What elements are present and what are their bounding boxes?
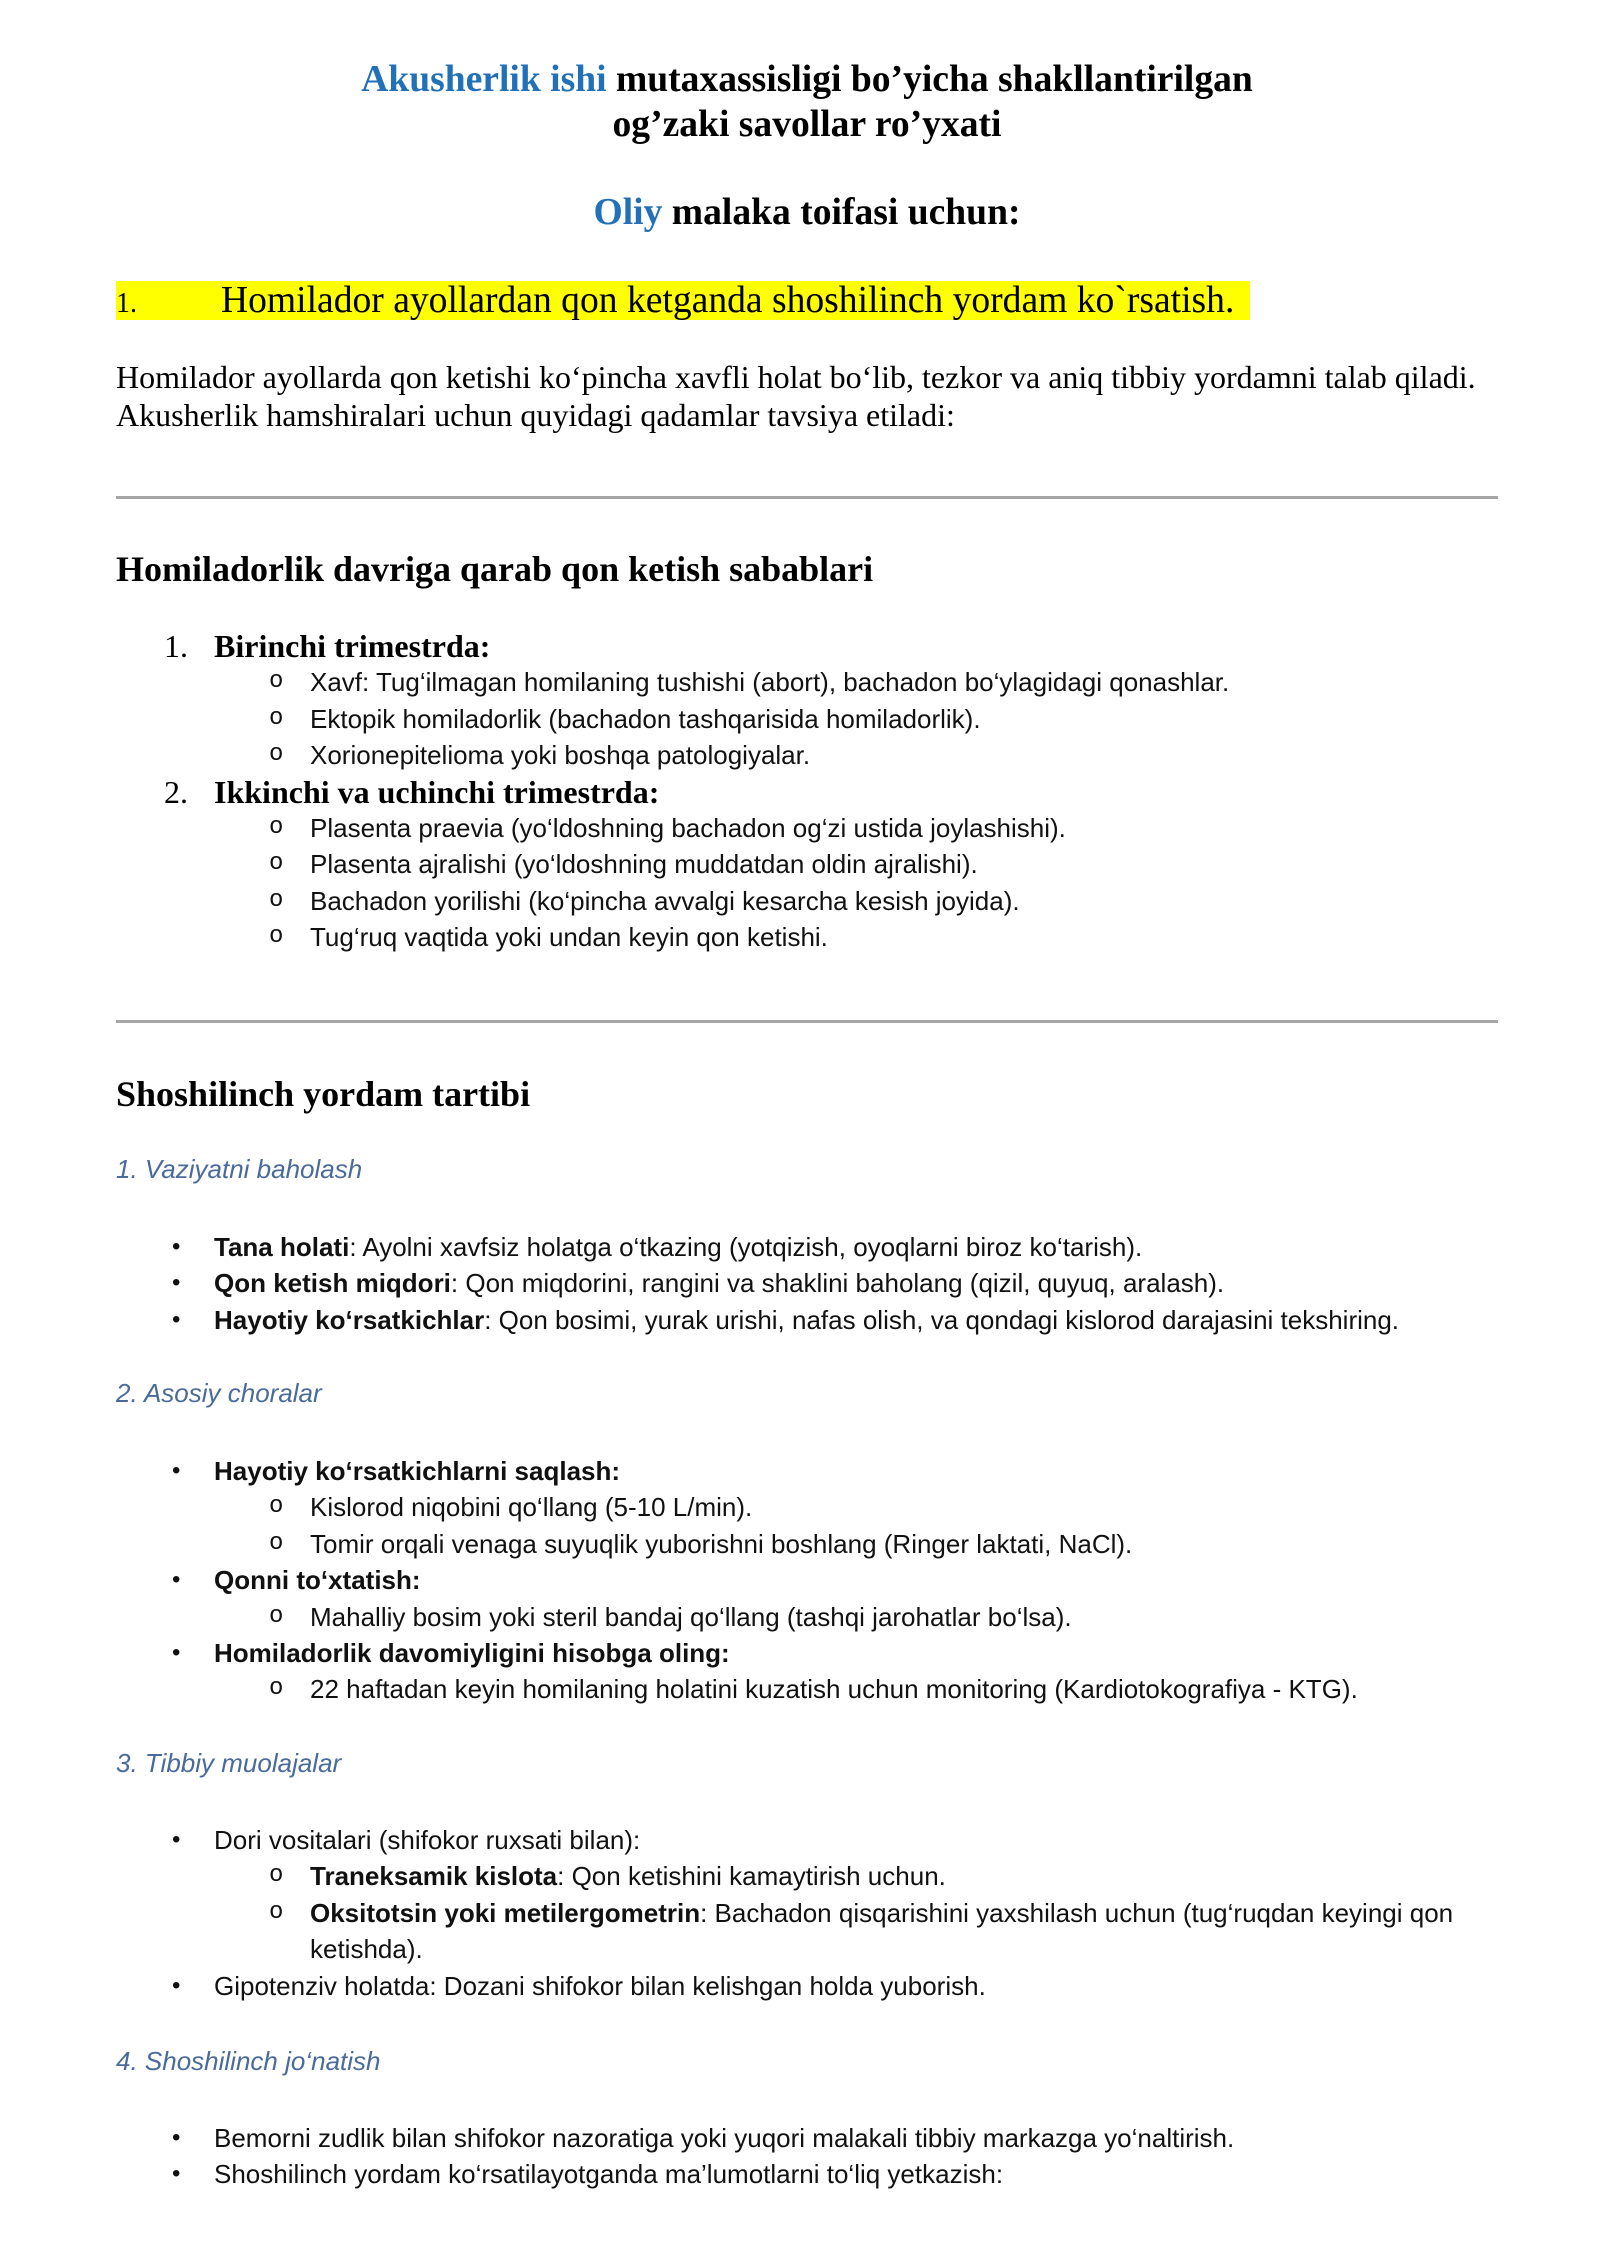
item-label: Tana holati (214, 1232, 350, 1262)
item-label: Qon ketish miqdori (214, 1268, 451, 1299)
bullet: • (172, 1638, 181, 1666)
causes-heading: Homiladorlik davriga qarab qon ketish sabablari (116, 549, 874, 589)
item-text: : Bachadon qisqarishini yaxshilash uchun (tug‘ruqdan keyingi qon ketishda). (310, 1897, 1454, 1965)
bullet: • (172, 1457, 181, 1484)
bullet: • (172, 1269, 181, 1297)
list-item-text: Plasenta ajralishi (yo‘ldoshning muddatdan oldin ajralishi). (310, 849, 978, 880)
horizontal-rule (116, 496, 1498, 499)
list-item-text: Gipotenziv holatda: Dozani shifokor bilan kelishgan holda yuborish. (214, 1970, 986, 2001)
list-item (116, 1635, 1498, 1671)
list-item (116, 1302, 1498, 1338)
list-item (116, 2156, 1498, 2192)
sub-bullet: o (269, 1602, 284, 1630)
list-item-text: Ektopik homiladorlik (bachadon tashqarisida homiladorlik). (310, 703, 981, 734)
list-item-text: Xorionepitelioma yoki boshqa patologiyalar. (310, 740, 811, 771)
bullet: • (172, 1233, 181, 1260)
bullet: • (172, 2124, 181, 2151)
step-list (116, 1822, 1498, 2004)
sub-bullet: o (269, 850, 284, 878)
item-label: Traneksamik kislota (310, 1861, 558, 1892)
list-item (116, 1895, 1498, 1968)
title-line-1 (116, 57, 1498, 102)
list-item (116, 810, 1498, 846)
procedure-heading: Shoshilinch yordam tartibi (116, 1074, 531, 1114)
horizontal-rule (116, 1020, 1498, 1023)
list-item (116, 737, 1498, 773)
sub-bullet: o (269, 1529, 284, 1557)
item-text: : Ayolni xavfsiz holatga o‘tkazing (yotqizish, oyoqlarni biroz ko‘tarish). (349, 1232, 1143, 1262)
list-item (116, 1453, 1498, 1489)
list-item (116, 701, 1498, 737)
step-title: 2. Asosiy choralar (116, 1378, 322, 1408)
list-item-text: Plasenta praevia (yo‘ldoshning bachadon og‘zi ustida joylashishi). (310, 812, 1066, 843)
category-line (116, 190, 1498, 235)
group-label: Ikkinchi va uchinchi trimestrda: (214, 773, 660, 810)
list-item-text: Kislorod niqobini qo‘llang (5-10 L/min). (310, 1492, 753, 1523)
sub-bullet: o (269, 1493, 284, 1521)
step-list (116, 2120, 1498, 2193)
list-item (116, 1671, 1498, 1707)
bullet: • (172, 1566, 181, 1594)
step-title: 4. Shoshilinch jo‘natish (116, 2046, 381, 2076)
item-label: Qonni to‘xtatish: (214, 1565, 421, 1596)
item-text: : Qon bosimi, yurak urishi, nafas olish, va qondagi kislorod darajasini tekshiring. (484, 1304, 1400, 1335)
step-title: 1. Vaziyatni baholash (116, 1154, 363, 1184)
question-text: Homilador ayollardan qon ketganda shoshilinch yordam ko`rsatish. (221, 280, 1235, 321)
title-line-2: og’zaki savollar ro’yxati (612, 104, 1002, 145)
sub-bullet: o (269, 1675, 284, 1703)
question-number: 1. (116, 288, 137, 319)
sub-bullet: o (269, 668, 284, 696)
list-item (116, 1858, 1498, 1894)
list-item-text: Bemorni zudlik bilan shifokor nazoratiga yoki yuqori malakali tibbiy markazga yo‘naltirish. (214, 2123, 1235, 2153)
item-label: Oksitotsin yoki metilergometrin (310, 1897, 701, 1928)
step-list (116, 1229, 1498, 1338)
list-item (116, 1265, 1498, 1301)
category-rest: malaka toifasi uchun: (671, 192, 1021, 233)
bullet: • (172, 1971, 181, 1999)
sub-bullet: o (269, 741, 284, 769)
list-item (116, 846, 1498, 882)
category-accent: Oliy (593, 192, 663, 233)
step-list (116, 1453, 1498, 1708)
list-item-text: Tomir orqali venaga suyuqlik yuborishni boshlang (Ringer laktati, NaCl). (310, 1528, 1133, 1559)
list-item-text: Bachadon yorilishi (ko‘pincha avvalgi kesarcha kesish joyida). (310, 885, 1020, 916)
title-rest: mutaxassisligi bo’yicha shakllantirilgan (615, 59, 1253, 100)
sub-bullet: o (269, 704, 284, 732)
group-number: 1. (164, 628, 188, 664)
trimester-group (116, 628, 1498, 664)
list-item (116, 1229, 1498, 1265)
intro-paragraph: Homilador ayollarda qon ketishi ko‘pincha xavfli holat bo‘lib, tezkor va aniq tibbiy yordamni talab qiladi. Akusherlik hamshiralari uchun quyidagi qadamlar tavsiya etiladi: (116, 359, 1476, 433)
list-item-text: Xavf: Tug‘ilmagan homilaning tushishi (abort), bachadon bo‘ylagidagi qonashlar. (310, 667, 1230, 698)
list-item-text: Dori vositalari (shifokor ruxsati bilan): (214, 1825, 641, 1855)
sub-bullet: o (269, 923, 284, 951)
list-item (116, 1822, 1498, 1858)
list-item (116, 919, 1498, 955)
list-item-text: Mahalliy bosim yoki steril bandaj qo‘llang (tashqi jarohatlar bo‘lsa). (310, 1601, 1072, 1632)
list-item (116, 664, 1498, 700)
group-label: Birinchi trimestrda: (214, 628, 491, 664)
list-item-text: 22 haftadan keyin homilaning holatini kuzatish uchun monitoring (Kardiotokografiya - KTG). (310, 1674, 1358, 1705)
sub-bullet: o (269, 1862, 284, 1890)
item-label: Hayotiy ko‘rsatkichlarni saqlash: (214, 1456, 621, 1486)
item-text: : Qon ketishini kamaytirish uchun. (557, 1861, 946, 1892)
trimester-group (116, 774, 1498, 810)
item-label: Hayotiy ko‘rsatkichlar (214, 1304, 485, 1335)
list-item (116, 1599, 1498, 1635)
list-item (116, 1526, 1498, 1562)
bullet: • (172, 1305, 181, 1333)
list-item (116, 2120, 1498, 2156)
sub-bullet: o (269, 886, 284, 914)
group-number: 2. (164, 773, 188, 810)
sub-bullet: o (269, 813, 284, 841)
question-highlight (116, 281, 1250, 320)
bullet: • (172, 2160, 181, 2188)
list-item (116, 883, 1498, 919)
list-item-text: Shoshilinch yordam ko‘rsatilayotganda ma’lumotlarni to‘liq yetkazish: (214, 2159, 1004, 2190)
causes-list (116, 628, 1498, 956)
list-item (116, 1562, 1498, 1598)
list-item (116, 1489, 1498, 1525)
document-title (116, 57, 1498, 147)
item-text: : Qon miqdorini, rangini va shaklini baholang (qizil, quyuq, aralash). (450, 1268, 1225, 1299)
list-item-text: Tug‘ruq vaqtida yoki undan keyin qon ketishi. (310, 922, 828, 953)
sub-bullet: o (269, 1898, 284, 1926)
list-item (116, 1968, 1498, 2004)
item-label: Homiladorlik davomiyligini hisobga oling: (214, 1637, 730, 1668)
title-accent: Akusherlik ishi (361, 59, 607, 100)
step-title: 3. Tibbiy muolajalar (116, 1748, 342, 1778)
bullet: • (172, 1826, 181, 1853)
